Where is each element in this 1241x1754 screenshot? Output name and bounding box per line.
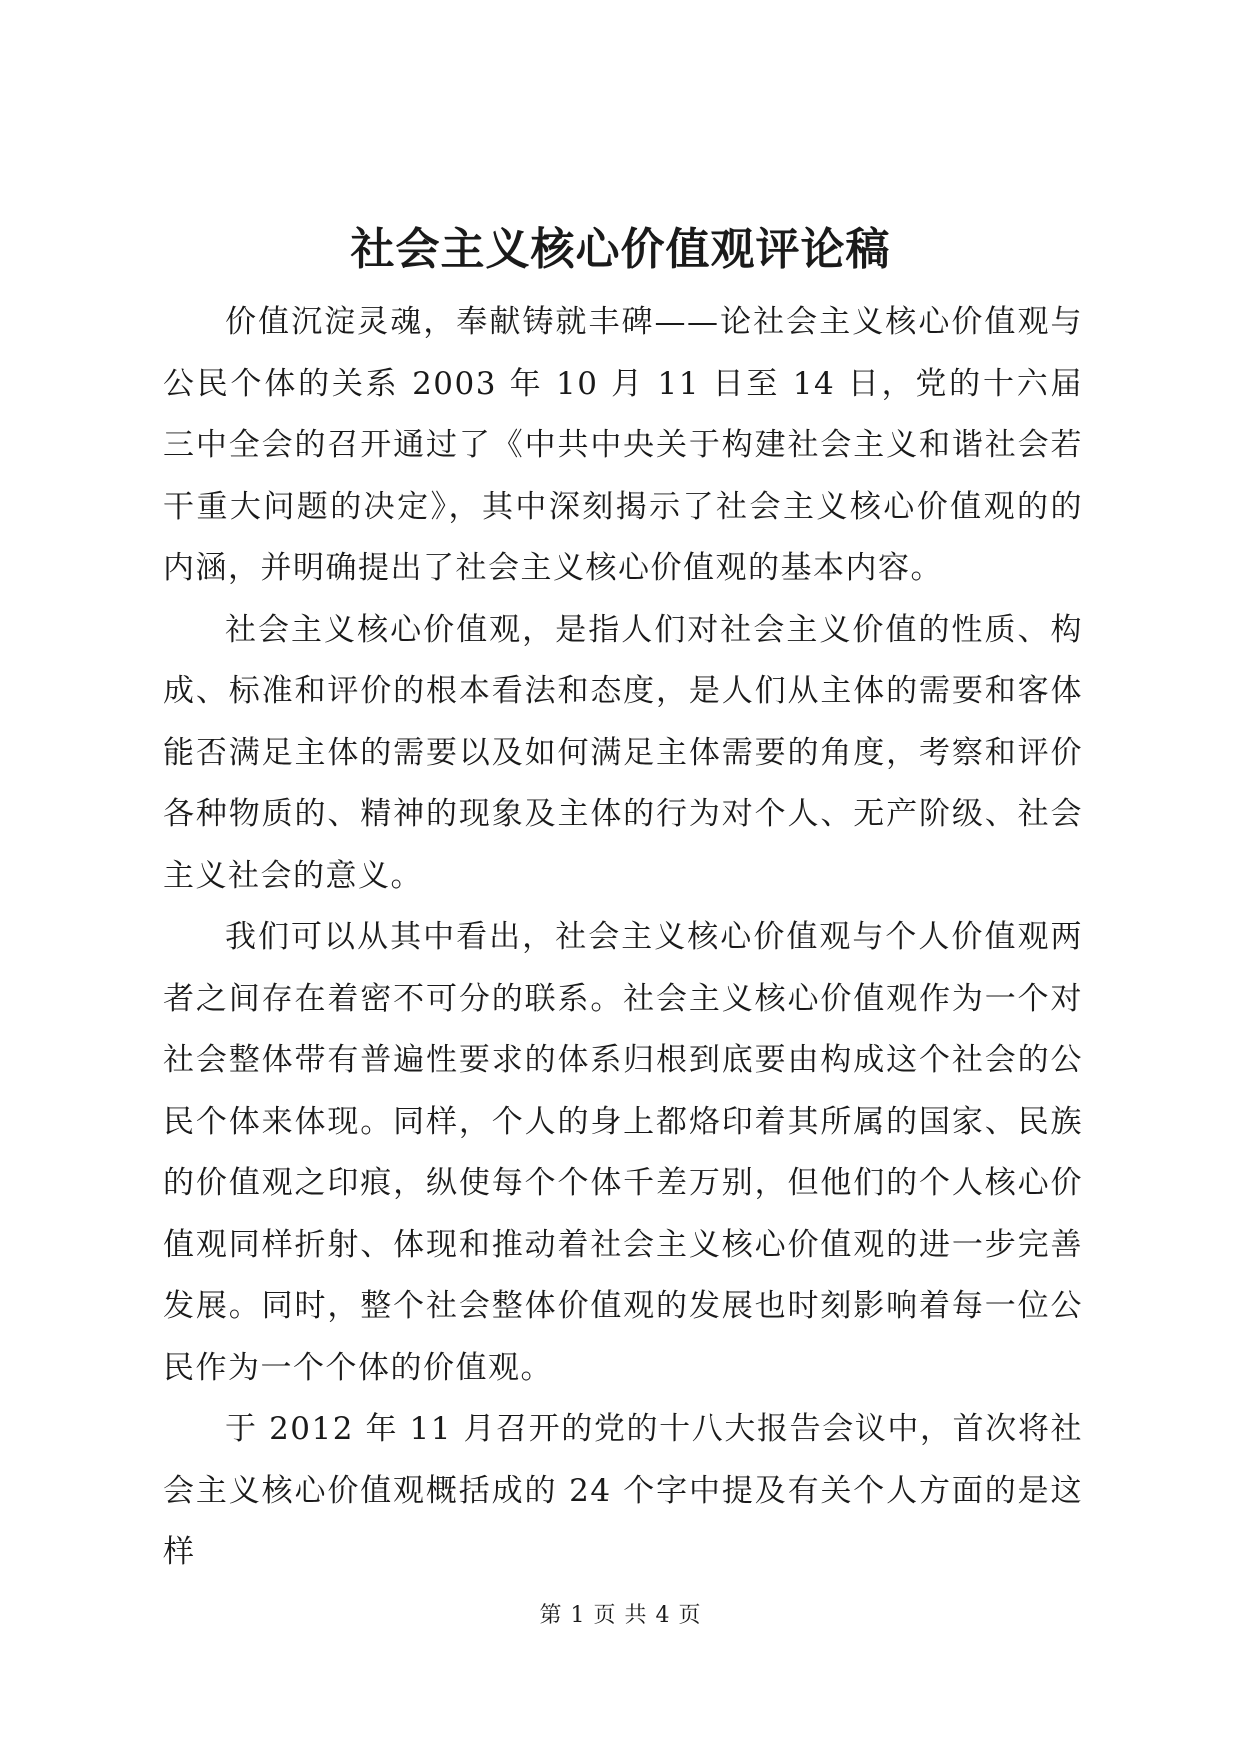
document-body [163, 292, 1083, 1584]
paragraph-1: 价值沉淀灵魂，奉献铸就丰碑——论社会主义核心价值观与公民个体的关系 2003 年 10 月 11 日至 14 日，党的十六届三中全会的召开通过了《中共中央关于构建社会主义和谐社会若干重大问题的决定》，其中深刻揭示了社会主义核心价值观的的内涵，并明确提出了社会主义核心价值观的基本内容。 [163, 304, 1083, 586]
document-title: 社会主义核心价值观评论稿 [350, 224, 891, 275]
page-number-footer: 第 1 页 共 4 页 [539, 1603, 702, 1628]
paragraph-2: 社会主义核心价值观，是指人们对社会主义价值的性质、构成、标准和评价的根本看法和态度，是人们从主体的需要和客体能否满足主体的需要以及如何满足主体需要的角度，考察和评价各种物质的、精神的现象及主体的行为对个人、无产阶级、社会主义社会的意义。 [163, 611, 1083, 894]
paragraph-4: 于 2012 年 11 月召开的党的十八大报告会议中，首次将社会主义核心价值观概括成的 24 个字中提及有关个人方面的是这样 [163, 1411, 1083, 1570]
paragraph-3: 我们可以从其中看出，社会主义核心价值观与个人价值观两者之间存在着密不可分的联系。社会主义核心价值观作为一个对社会整体带有普遍性要求的体系归根到底要由构成这个社会的公民个体来体现。同样，个人的身上都烙印着其所属的国家、民族的价值观之印痕，纵使每个个体千差万别，但他们的个人核心价值观同样折射、体现和推动着社会主义核心价值观的进一步完善发展。同时，整个社会整体价值观的发展也时刻影响着每一位公民作为一个个体的价值观。 [163, 919, 1083, 1386]
